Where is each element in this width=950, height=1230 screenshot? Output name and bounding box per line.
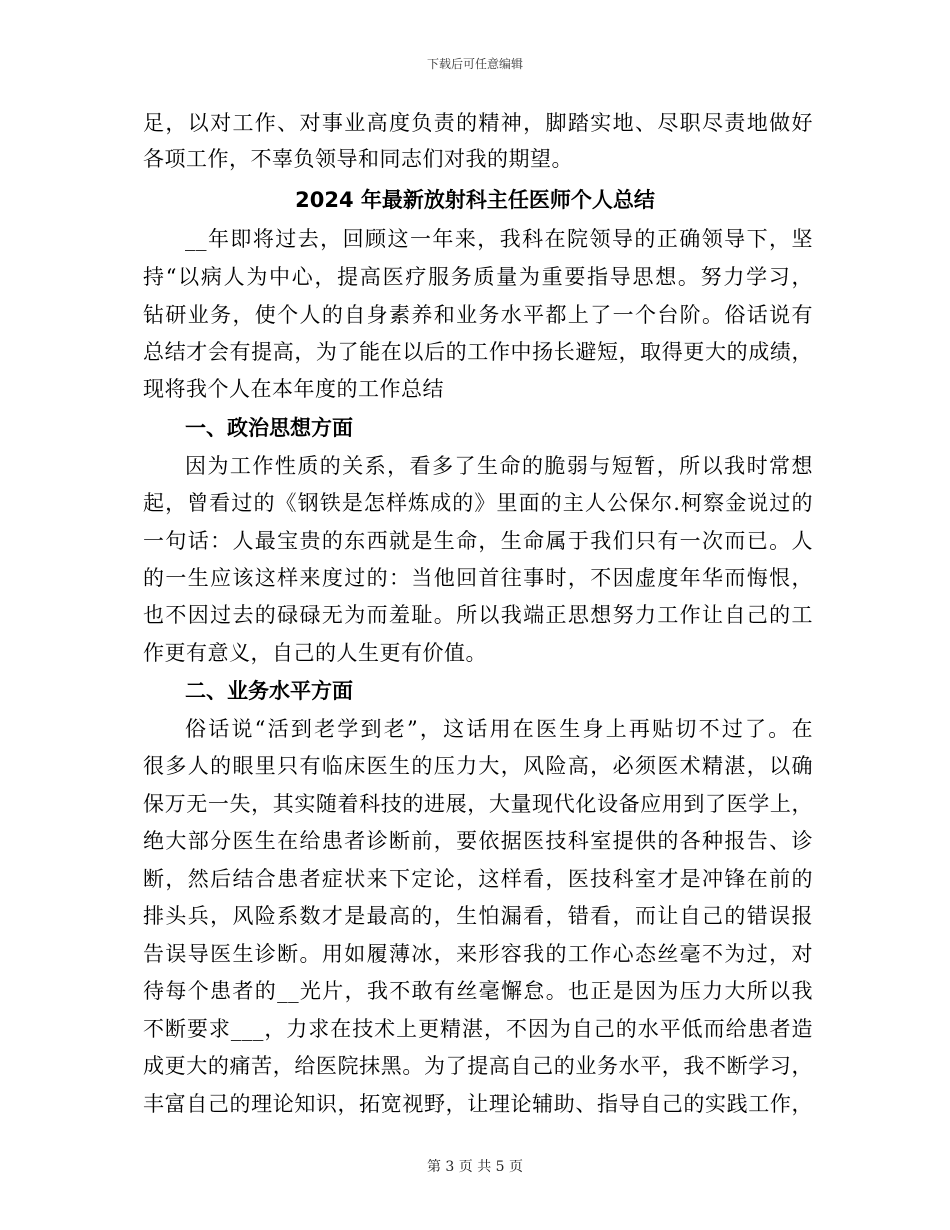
section-heading: 二、业务水平方面 <box>185 679 353 703</box>
paragraph-line: 也不因过去的碌碌无为而羞耻。所以我端正思想努力工作让自己的工 <box>143 603 813 627</box>
paragraph-line: 保万无一失，其实随着科技的进展，大量现代化设备应用到了医学上， <box>143 792 813 816</box>
intro-line: 各项工作，不辜负领导和同志们对我的期望。 <box>143 147 573 171</box>
paragraph-line: __年即将过去，回顾这一年来，我科在院领导的正确领导下，坚 <box>185 227 813 251</box>
paragraph-line: 因为工作性质的关系，看多了生命的脆弱与短暂，所以我时常想 <box>185 454 813 478</box>
paragraph-line: 俗话说“活到老学到老”，这话用在医生身上再贴切不过了。在 <box>185 717 813 741</box>
paragraph-line: 成更大的痛苦，给医院抹黑。为了提高自己的业务水平，我不断学习， <box>143 1054 813 1078</box>
page-header: 下载后可任意编辑 <box>426 57 523 71</box>
paragraph-line: 持“以病人为中心，提高医疗服务质量为重要指导思想。努力学习， <box>143 265 813 289</box>
intro-line: 足，以对工作、对事业高度负责的精神，脚踏实地、尽职尽责地做好 <box>143 111 813 135</box>
paragraph-line: 作更有意义，自己的人生更有价值。 <box>143 641 487 665</box>
paragraph-line: 现将我个人在本年度的工作总结 <box>143 377 444 401</box>
paragraph-line: 钻研业务，使个人的自身素养和业务水平都上了一个台阶。俗话说有 <box>143 303 813 327</box>
paragraph-line: 断，然后结合患者症状来下定论，这样看，医技科室才是冲锋在前的 <box>143 867 813 891</box>
paragraph-line: 一句话：人最宝贵的东西就是生命，生命属于我们只有一次而已。人 <box>143 529 813 553</box>
paragraph-line: 排头兵，风险系数才是最高的，生怕漏看，错看，而让自己的错误报 <box>143 904 813 928</box>
paragraph-line: 绝大部分医生在给患者诊断前，要依据医技科室提供的各种报告、诊 <box>143 829 813 853</box>
page-number: 第 3 页 共 5 页 <box>426 1159 524 1175</box>
document-title: 2024 年最新放射科主任医师个人总结 <box>295 188 655 212</box>
paragraph-line: 不断要求___，力求在技术上更精湛，不因为自己的水平低而给患者造 <box>143 1017 813 1041</box>
paragraph-line: 丰富自己的理论知识，拓宽视野，让理论辅助、指导自己的实践工作， <box>143 1092 813 1116</box>
paragraph-line: 总结才会有提高，为了能在以后的工作中扬长避短，取得更大的成绩， <box>143 340 813 364</box>
paragraph-line: 很多人的眼里只有临床医生的压力大，风险高，必须医术精湛，以确 <box>143 754 813 778</box>
paragraph-line: 告误导医生诊断。用如履薄冰，来形容我的工作心态丝毫不为过，对 <box>143 942 813 966</box>
paragraph-line: 起，曾看过的《钢铁是怎样炼成的》里面的主人公保尔.柯察金说过的 <box>143 491 813 515</box>
paragraph-line: 的一生应该这样来度过的：当他回首往事时，不因虚度年华而悔恨， <box>143 566 813 590</box>
section-heading: 一、政治思想方面 <box>185 416 353 440</box>
paragraph-line: 待每个患者的__光片，我不敢有丝毫懈怠。也正是因为压力大所以我 <box>143 979 813 1003</box>
